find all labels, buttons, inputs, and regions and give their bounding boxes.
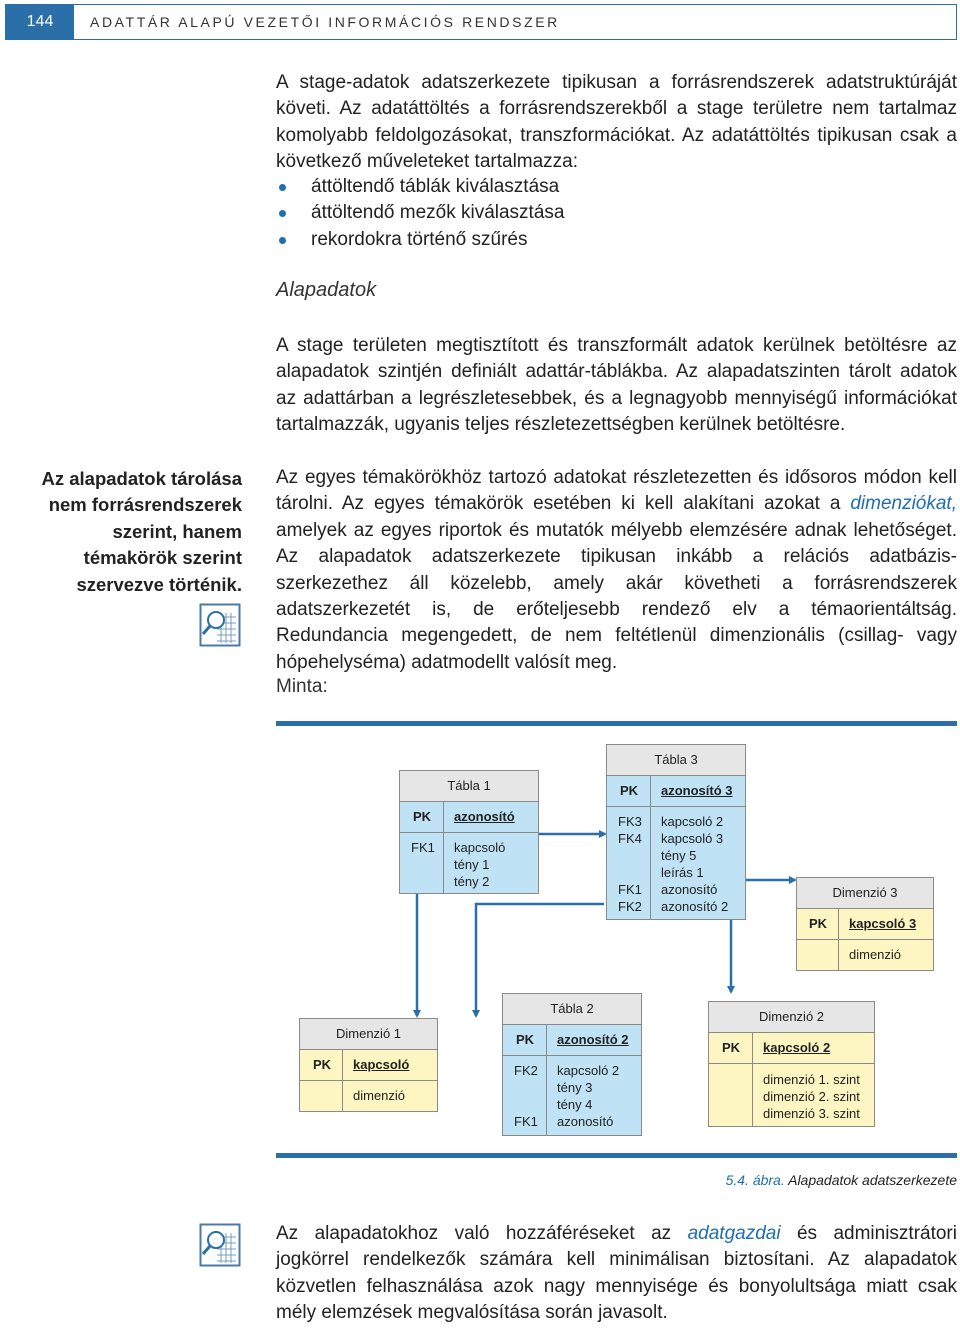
paragraph-text: amelyek az egyes riportok és mutatók mélyebb elemzésére adnak lehetőséget. Az alapadatok adatszerkezete tipikusan inkább a relációs adatbázis-szerkezethez áll közelebb, amely akár követheti a forrásrendszerek adatszerkezetét is, de erőteljesebb rendező elv a témaorientáltság. Redundancia megengedett, de nem feltétlenül dimenzionális (csillag- vagy hópehelyséma) adatmodellt valósít meg. [276, 519, 957, 673]
pk-row [300, 1050, 437, 1081]
caption-number: 5.4. ábra. [725, 1172, 785, 1188]
table-dimenzio-2 [708, 1001, 875, 1127]
field-row [300, 1081, 437, 1111]
running-title: ADATTÁR ALAPÚ VEZETŐI INFORMÁCIÓS RENDSZER [90, 14, 560, 30]
paragraph-text: Az egyes témakörökhöz tartozó adatokat részletezetten és idősoros módon kell tárolni. Az egyes témakörök esetében ki kell alakítani azokat a [276, 467, 957, 515]
table-title: Tábla 3 [607, 745, 745, 776]
table-dimenzio-3 [796, 877, 934, 971]
pk-value: azonosító [454, 809, 515, 824]
field-column: dimenzió 1. szint dimenzió 2. szint dimenzió 3. szint [763, 1072, 860, 1121]
paragraph-text: és adminisztrátori jogkörrel rendelkezők számára kell minimálisan biztosítani. Az alapadatok közvetlen felhasználása azok nagy mennyisége és bonyolultsága miatt csak mély elemzések megvalósítása során javasolt. [276, 1223, 957, 1324]
figure-top-rule [276, 721, 957, 726]
table-title: Dimenzió 3 [797, 878, 933, 909]
bullet-list [276, 174, 957, 253]
magnifier-note-icon [199, 1223, 241, 1267]
key-column [300, 1081, 343, 1111]
magnifier-note-icon [199, 603, 241, 647]
pk-key: PK [709, 1033, 753, 1063]
table-tabla-3 [606, 744, 746, 920]
bullet-item: rekordokra történő szűrés [276, 227, 957, 253]
paragraph-text: Az alapadatokhoz való hozzáféréseket az [276, 1223, 688, 1244]
page-header [5, 4, 957, 40]
dimenziok-link[interactable]: dimenziókat, [850, 493, 957, 515]
pk-key: PK [400, 802, 444, 832]
pk-key: PK [503, 1025, 547, 1055]
table-title: Tábla 2 [503, 994, 641, 1025]
caption-text: Alapadatok adatszerkezete [788, 1172, 957, 1188]
adatgazdai-link[interactable]: adatgazdai [687, 1223, 781, 1244]
field-row [709, 1064, 874, 1126]
field-column: dimenzió [353, 1088, 406, 1103]
bullet-item: áttöltendő mezők kiválasztása [276, 200, 957, 226]
pk-row [709, 1033, 874, 1064]
pk-row [797, 909, 933, 940]
field-row [503, 1056, 641, 1135]
pk-row [400, 802, 538, 833]
field-column: dimenzió [849, 947, 902, 962]
key-column: FK2 FK1 [503, 1056, 547, 1135]
page-number: 144 [6, 5, 74, 39]
pk-row [503, 1025, 641, 1056]
table-tabla-1 [399, 770, 539, 894]
example-label: Minta: [276, 676, 328, 697]
pk-row [607, 776, 745, 807]
pk-value: azonosító 3 [661, 783, 733, 798]
key-column [709, 1064, 753, 1126]
table-title: Dimenzió 1 [300, 1019, 437, 1050]
pk-value: kapcsoló 3 [849, 916, 917, 931]
pk-value: kapcsoló [353, 1057, 410, 1072]
pk-key: PK [607, 776, 651, 806]
bullet-item: áttöltendő táblák kiválasztása [276, 174, 957, 200]
table-title: Dimenzió 2 [709, 1002, 874, 1033]
field-row [607, 807, 745, 919]
field-column: kapcsoló 2 kapcsoló 3 tény 5 leírás 1 azonosító azonosító 2 [661, 814, 729, 914]
field-column: kapcsoló 2 tény 3 tény 4 azonosító [557, 1063, 620, 1129]
key-column [797, 940, 839, 970]
field-row [400, 833, 538, 893]
pk-value: kapcsoló 2 [763, 1040, 831, 1055]
section-paragraph-1: A stage területen megtisztított és transzformált adatok kerülnek betöltésre az alapadatok szintjén definiált adattár-táblákba. Az alapadatszinten tárolt adatok az adattárban a legrészletesebbek, és a legnagyobb mennyiségű információkat tartalmazzák, ugyanis teljes részletezettségben kerülnek betöltésre. [276, 335, 957, 436]
section-paragraph-2 [276, 465, 957, 676]
field-row [797, 940, 933, 970]
pk-key: PK [797, 909, 839, 939]
figure-caption [726, 1172, 957, 1188]
section-heading: Alapadatok [276, 279, 377, 301]
margin-note: Az alapadatok tárolása nem forrásrendszerek szerint, hanem témakörök szerint szervezve történik. [41, 468, 242, 595]
pk-key: PK [300, 1050, 343, 1080]
field-column: kapcsoló tény 1 tény 2 [454, 840, 506, 889]
key-column: FK1 [400, 833, 444, 893]
intro-paragraph: A stage-adatok adatszerkezete tipikusan a forrásrendszerek adatstruktúráját követi. Az adatáttöltés a forrásrendszerekből a stage területre nem tartalmaz komolyabb feldolgozásokat, transzformációkat. Az adatáttöltés tipikusan csak a következő műveleteket tartalmazza: [276, 72, 957, 173]
table-title: Tábla 1 [400, 771, 538, 802]
table-dimenzio-1 [299, 1018, 438, 1112]
figure-bottom-rule [276, 1153, 957, 1158]
closing-paragraph [276, 1221, 957, 1327]
key-column: FK3 FK4 FK1 FK2 [607, 807, 651, 919]
pk-value: azonosító 2 [557, 1032, 629, 1047]
table-tabla-2 [502, 993, 642, 1136]
